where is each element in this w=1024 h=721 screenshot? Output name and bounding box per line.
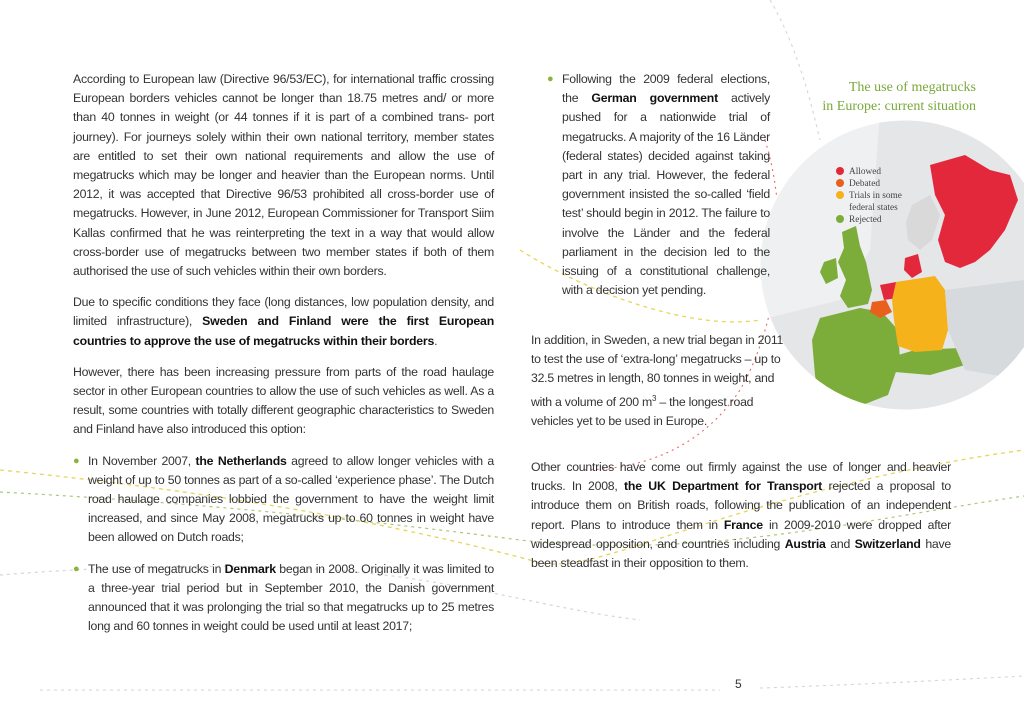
text-span: . (434, 333, 438, 348)
legend-swatch-trials (836, 191, 844, 199)
bullet-dot-icon: ● (73, 454, 80, 467)
text-span: In addition, in Sweden, a new trial began in 2011 to test the use of ‘extra-long’ megatrucks – up to 32.5 metres in length, 80 tonnes in weight, and with a volume of 200 m (531, 333, 784, 409)
legend-label: Rejected (849, 215, 882, 225)
legend-item-allowed (836, 166, 911, 178)
map-legend (836, 166, 911, 226)
legend-label: Debated (849, 179, 880, 189)
text-span: rejected a proposal to introduce them on British roads, following the publication of an independent report. Plans to introduce them in (531, 479, 951, 532)
bullet-denmark (73, 560, 494, 637)
map-title-line2: in Europe: current situation (822, 99, 976, 114)
map-region-france (812, 308, 900, 410)
legend-swatch-debated (836, 179, 844, 187)
bold-span: Austria (784, 536, 826, 551)
paragraph-eu-law: According to European law (Directive 96/53/EC), for international traffic crossing European borders vehicles cannot be longer than 18.75 metres and/ or more than 40 tonnes in weight (or 44 tonnes if it is part of a combined trans- port journey). For journeys solely within their own national territory, member states are entitled to set their own national requirements and allow the use of megatrucks which may be longer and heavier than the European norms. Until 2012, it was accepted that Directive 96/53 prohibited all cross-border use of megatrucks. However, in June 2012, European Commissioner for Transport Siim Kallas confirmed that he was reinterpreting the text in a way that would allow cross-border use of megatrucks between two member states if both of them authorised the use of such vehicles within their own borders. (73, 72, 494, 279)
legend-item-rejected (836, 214, 911, 226)
legend-item-debated (836, 178, 911, 190)
bold-span: Switzerland (854, 536, 921, 551)
bold-span: Sweden and Finland were the first European countries to approve the use of megatrucks within their borders (73, 314, 495, 348)
paragraph-pressure: However, there has been increasing pressure from parts of the road haulage sector in other European countries to allow the use of such vehicles as well. As a result, some countries with totally different geographic characteristics to Sweden and Finland have also introduced this option: (73, 364, 494, 437)
legend-item-trials (836, 190, 911, 214)
text-span: began in 2008. Originally it was limited to a three-year trial period but in September 2010, the Danish government announced that it was prolonging the trial so that megatrucks up to 25 metres long and 60 tonnes in weight could be used until at least 2017; (88, 561, 494, 634)
bullet-dot-icon: ● (547, 73, 554, 85)
bullet-dot-icon: ● (73, 562, 80, 575)
page-number: 5 (735, 677, 742, 691)
bold-span: France (723, 517, 763, 532)
superscript: 3 (651, 393, 657, 403)
footer-dashed-line (40, 676, 1024, 690)
legend-swatch-rejected (836, 215, 844, 223)
paragraph-sweden-trial (531, 331, 788, 431)
text-span: In November 2007, (88, 453, 196, 468)
text-span: Other countries have come out firmly against the use of longer and heavier trucks. In 2008, (531, 460, 951, 494)
map-title-line1: The use of megatrucks (848, 80, 976, 95)
text-span: in 2009-2010 were dropped after widespread opposition, and countries including (531, 517, 951, 551)
bold-span: the UK Department for Transport (623, 479, 823, 494)
text-span: The use of megatrucks in (88, 561, 225, 576)
text-span: actively pushed for a nationwide trial of megatrucks. A majority of the 16 Länder (federal states) decided against taking part in any trial. However, the federal government insisted the so-called ‘field test’ should begin in 2012. The failure to involve the Länder and the federal parliament in the decision led to the issuing of a constitutional challenge, with a decision yet pending. (562, 91, 770, 298)
legend-label: Allowed (849, 167, 882, 177)
text-span: Following the 2009 federal elections, the (562, 72, 770, 106)
text-span: agreed to allow longer vehicles with a weight of up to 50 tonnes as part of a so-called ‘experience phase’. The Dutch road haulage companies lobbied the government to have the weight limit increased, and since May 2008, megatrucks up to 60 tonnes in weight have been allowed on Dutch roads; (88, 453, 494, 545)
dashed-curve-grey-top (770, 0, 820, 140)
text-span: Due to specific conditions they face (long distances, low population density, and limited infrastructure), (73, 295, 494, 329)
paragraph-sweden-finland (73, 293, 494, 351)
bullet-netherlands (73, 452, 494, 548)
text-span: and (825, 536, 855, 551)
bold-span: Denmark (224, 561, 276, 576)
text-span: – the longest road vehicles yet to be used in Europe. (531, 394, 754, 428)
map-region-germany (892, 276, 948, 352)
right-column-top (547, 70, 770, 312)
left-column (73, 70, 494, 648)
paragraph-opposition (531, 458, 951, 573)
bullet-germany (547, 70, 770, 300)
legend-swatch-allowed (836, 167, 844, 175)
legend-label: Trials in some federal states (849, 191, 902, 213)
text-span: have been steadfast in their opposition to them. (531, 536, 951, 571)
map-title (790, 78, 976, 116)
bold-span: German government (591, 91, 719, 106)
bold-span: the Netherlands (195, 453, 287, 468)
